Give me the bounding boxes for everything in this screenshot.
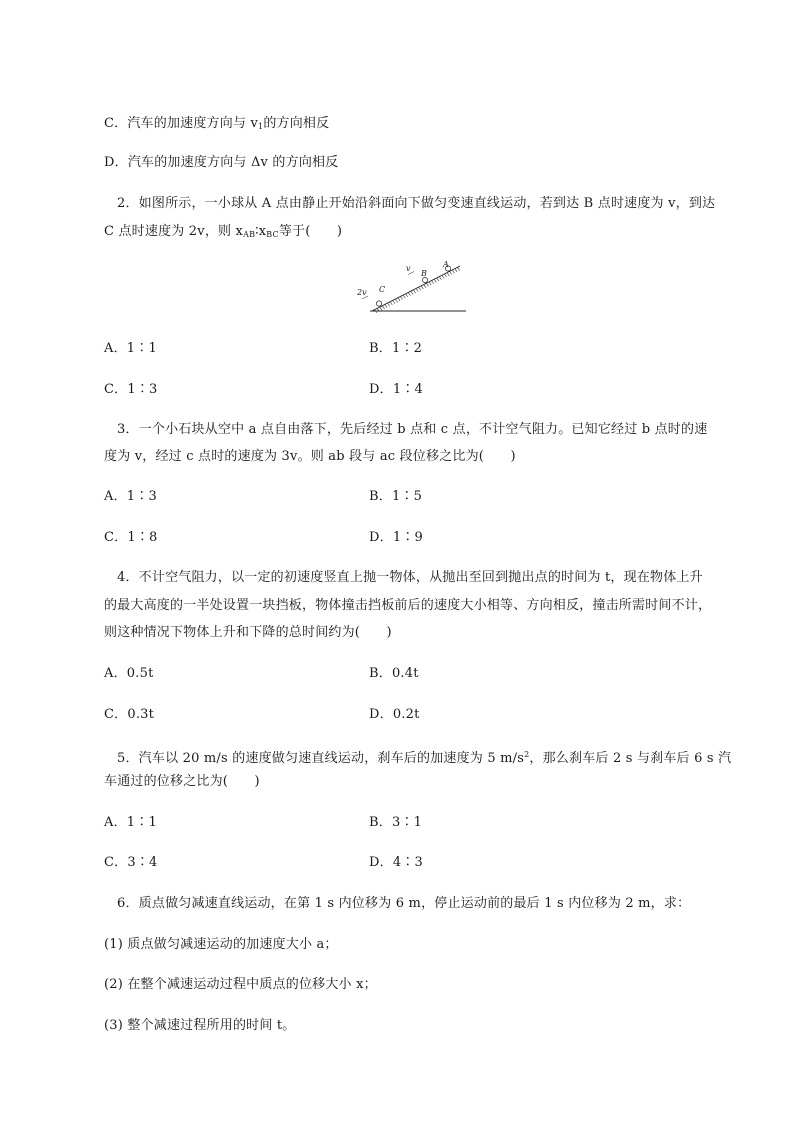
hatch-tick: [390, 302, 392, 305]
q2-option-d[interactable]: D．1∶4: [369, 382, 423, 397]
q6-part-2: (2) 在整个减速运动过程中质点的位移大小 x；: [104, 977, 377, 992]
q4-option-a[interactable]: A．0.5t: [104, 666, 154, 681]
hatch-tick: [457, 267, 459, 270]
q4-stem-line3: 则这种情况下物体上升和下降的总时间约为( ): [104, 625, 392, 640]
hatch-tick: [413, 290, 415, 293]
hatch-tick: [416, 289, 418, 292]
q2-option-a[interactable]: A．1∶1: [104, 341, 157, 356]
hatch-tick: [444, 274, 446, 277]
incline-hatching: [375, 267, 460, 313]
hatch-tick: [382, 306, 384, 309]
label-b: B: [421, 269, 427, 278]
hatch-tick: [447, 273, 449, 276]
hatch-tick: [411, 291, 413, 294]
q1-option-c-tail: 的方向相反: [263, 116, 330, 131]
q6-part-1: (1) 质点做匀减速运动的加速度大小 a；: [104, 937, 338, 952]
hatch-tick: [429, 282, 431, 285]
q5-option-a[interactable]: A．1∶1: [104, 815, 157, 830]
q5-option-d[interactable]: D．4∶3: [369, 855, 423, 870]
q2-option-c[interactable]: C．1∶3: [104, 382, 158, 397]
hatch-tick: [380, 307, 382, 310]
hatch-tick: [395, 299, 397, 302]
q3-stem-line1: 3．一个小石块从空中 a 点自由落下，先后经过 b 点和 c 点，不计空气阻力。已知它经过 b 点时的速: [117, 422, 708, 437]
q1-option-c-sub: 1: [258, 122, 264, 131]
q5-stem-text: 5．汽车以 20 m/s 的速度做匀速直线运动，刹车后的加速度为 5 m/s: [117, 751, 525, 766]
hatch-tick: [426, 283, 428, 286]
hatch-tick: [385, 304, 387, 307]
hatch-tick: [393, 300, 395, 303]
q3-stem-line2: 度为 v，经过 c 点时的速度为 3v。则 ab 段与 ac 段位移之比为( ): [104, 449, 516, 464]
hatch-tick: [452, 270, 454, 273]
q5-sup: 2: [524, 750, 530, 759]
q1-option-d[interactable]: D．汽车的加速度方向与 Δv 的方向相反: [104, 155, 339, 170]
q5-option-b[interactable]: B．3∶1: [369, 815, 423, 830]
q3-option-b[interactable]: B．1∶5: [369, 489, 423, 504]
q6-part-3: (3) 整个减速过程所用的时间 t。: [104, 1018, 296, 1033]
q4-option-d[interactable]: D．0.2t: [369, 707, 420, 722]
q2-stem-tail: 等于( ): [278, 224, 343, 239]
q5-stem-line1: [117, 745, 731, 769]
hatch-tick: [424, 285, 426, 288]
hatch-tick: [419, 287, 421, 290]
q2-option-b[interactable]: B．1∶2: [369, 341, 423, 356]
hatch-tick: [421, 286, 423, 289]
q5-stem-tail: ，那么刹车后 2 s 与刹车后 6 s 汽: [529, 751, 732, 766]
q2-stem-text: C 点时速度为 2v，则 x: [104, 224, 244, 239]
q2-sub-ab: AB: [243, 230, 256, 239]
hatch-tick: [455, 269, 457, 272]
hatch-tick: [388, 303, 390, 306]
hatch-tick: [450, 271, 452, 274]
label-v: v: [406, 264, 411, 273]
hatch-tick: [439, 277, 441, 280]
q5-stem-line2: 车通过的位移之比为( ): [104, 774, 260, 789]
q2-ratio-colon: ∶x: [255, 224, 267, 239]
hatch-tick: [400, 296, 402, 299]
q4-stem-line1: 4．不计空气阻力，以一定的初速度竖直上抛一物体，从抛出至回到抛出点的时间为 t，现在物体上升: [117, 570, 703, 585]
q3-option-c[interactable]: C．1∶8: [104, 530, 158, 545]
incline-figure: [348, 258, 470, 316]
ball-c-circle: [376, 301, 381, 306]
q1-option-c[interactable]: [104, 114, 329, 137]
q2-stem-line1: 2．如图所示，一小球从 A 点由静止开始沿斜面向下做匀变速直线运动，若到达 B 点时速度为 v，到达: [117, 196, 716, 211]
incline-diagram: [348, 258, 470, 316]
label-c: C: [379, 285, 386, 294]
q2-stem-line2: [104, 222, 342, 245]
hatch-tick: [408, 292, 410, 295]
ball-b-circle: [422, 277, 427, 282]
hatch-tick: [442, 275, 444, 278]
q4-option-c[interactable]: C．0.3t: [104, 707, 155, 722]
q2-sub-bc: BC: [266, 230, 279, 239]
q6-stem-line1: 6．质点做匀减速直线运动，在第 1 s 内位移为 6 m，停止运动前的最后 1 s 内位移为 2 m，求：: [117, 896, 691, 911]
hatch-tick: [437, 278, 439, 281]
q5-option-c[interactable]: C．3∶4: [104, 855, 158, 870]
q3-option-a[interactable]: A．1∶3: [104, 489, 157, 504]
hatch-tick: [432, 281, 434, 284]
q4-stem-line2: 的最大高度的一半处设置一块挡板，物体撞击挡板前后的速度大小相等、方向相反，撞击所需时间不计，: [104, 598, 712, 613]
hatch-tick: [398, 298, 400, 301]
hatch-tick: [434, 279, 436, 282]
hatch-tick: [403, 295, 405, 298]
label-2v: 2v: [357, 288, 367, 297]
hatch-tick: [406, 294, 408, 297]
q1-option-c-text: C．汽车的加速度方向与 v: [104, 116, 259, 131]
q3-option-d[interactable]: D．1∶9: [369, 530, 423, 545]
label-a: A: [443, 260, 449, 269]
q4-option-b[interactable]: B．0.4t: [369, 666, 419, 681]
